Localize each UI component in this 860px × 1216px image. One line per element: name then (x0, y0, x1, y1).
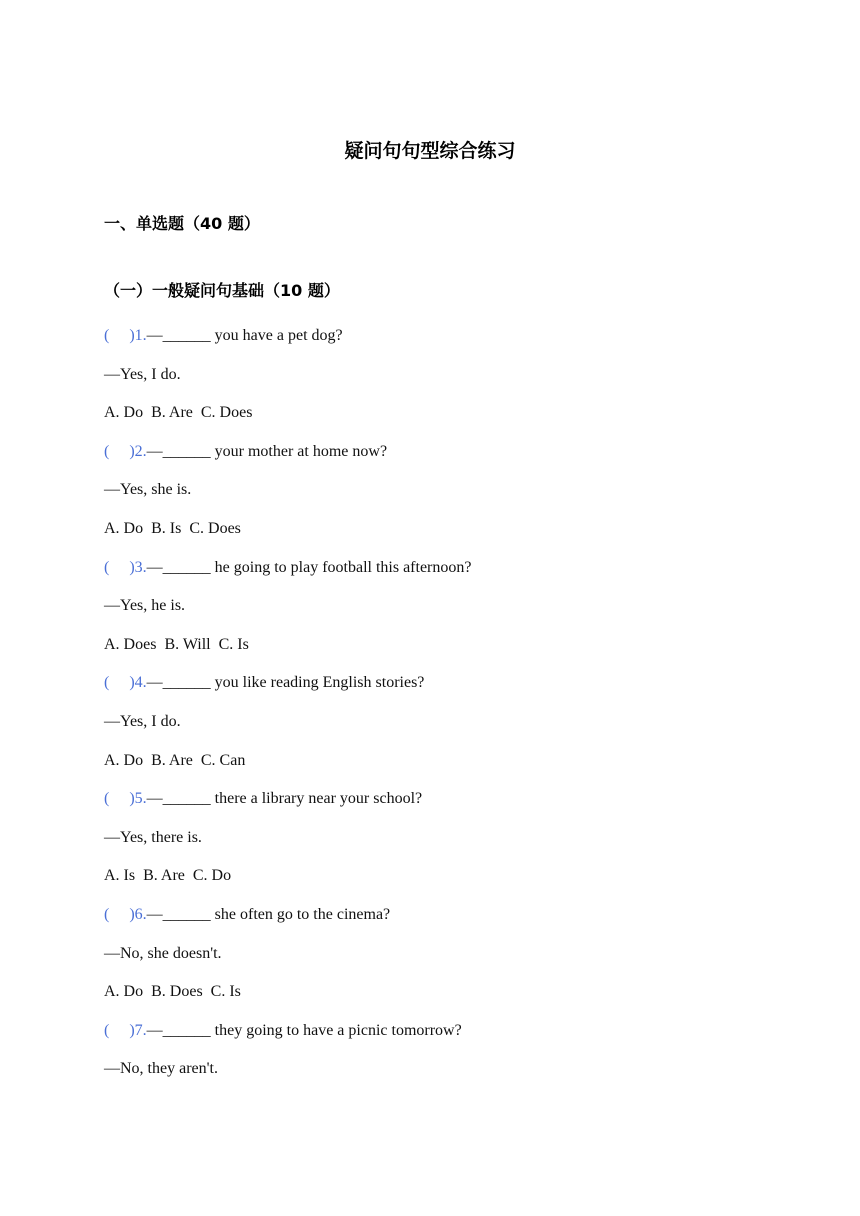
answer-line: —No, they aren't. (104, 1060, 218, 1078)
question-stem: —______ your mother at home now? (146, 442, 388, 460)
question-line (104, 441, 804, 480)
options-line: A. Do B. Are C. Does (104, 404, 253, 422)
question-number: ( )4. (104, 674, 147, 692)
options-line: A. Is B. Are C. Do (104, 867, 232, 885)
answer-line: —Yes, she is. (104, 481, 192, 499)
document-title: 疑问句句型综合练习 (344, 140, 516, 162)
question-number: ( )2. (104, 442, 147, 460)
question-stem: —______ you have a pet dog? (146, 327, 343, 344)
question-line (104, 557, 804, 596)
question-number: ( )6. (104, 905, 147, 923)
question-stem: —______ you like reading English stories? (146, 674, 425, 692)
question-stem: —______ they going to have a picnic tomorrow? (146, 1021, 462, 1039)
question-number: ( )7. (104, 1021, 147, 1039)
options-line: A. Do B. Are C. Can (104, 751, 246, 769)
answer-line: —Yes, I do. (104, 712, 181, 730)
section-heading: 一、单选题（40 题） (104, 214, 260, 233)
options-line: A. Does B. Will C. Is (104, 635, 249, 653)
question-number: ( )3. (104, 558, 147, 576)
options-line: A. Do B. Is C. Does (104, 519, 241, 537)
question-number: ( )5. (104, 790, 147, 808)
question-stem: —______ there a library near your school? (146, 790, 423, 808)
answer-line: —Yes, he is. (104, 597, 186, 615)
answer-line: —No, she doesn't. (104, 944, 222, 962)
answer-line: —Yes, I do. (104, 365, 181, 383)
answer-line: —Yes, there is. (104, 828, 202, 846)
options-line: A. Do B. Does C. Is (104, 983, 241, 1001)
question-line (104, 325, 804, 364)
question-line (104, 904, 804, 943)
question-line (104, 788, 804, 827)
question-line (104, 672, 804, 711)
question-stem: —______ she often go to the cinema? (146, 905, 391, 923)
question-stem: —______ he going to play football this afternoon? (146, 558, 472, 576)
question-line (104, 1020, 804, 1059)
question-number: ( )1. (104, 327, 147, 344)
question-list (104, 325, 804, 1097)
subsection-heading: （一）一般疑问句基础（10 题） (104, 281, 340, 300)
